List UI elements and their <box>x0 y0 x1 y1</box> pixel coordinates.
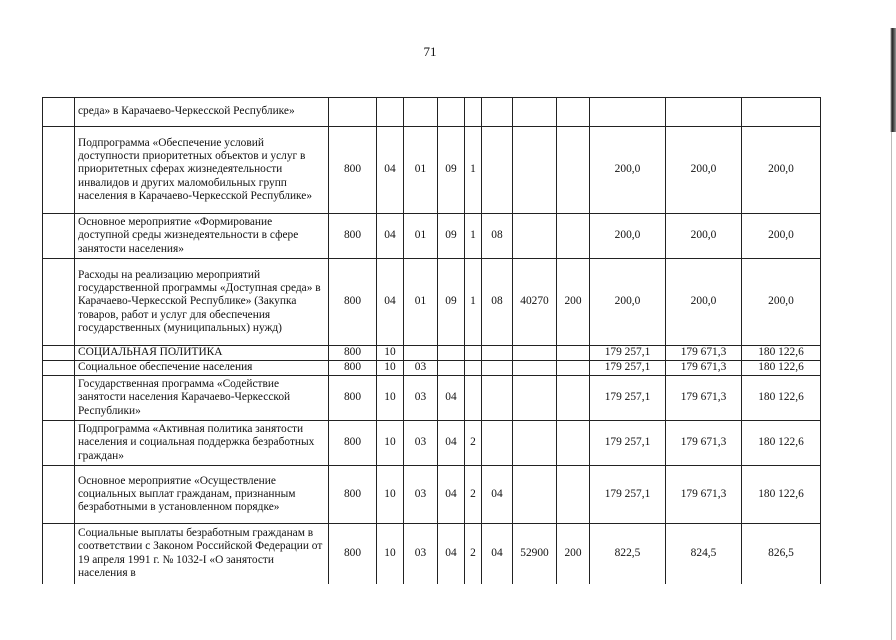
section-code: 10 <box>377 376 404 421</box>
row-number-cell <box>43 346 75 361</box>
direction-code: 52900 <box>513 524 557 584</box>
expense-type-code <box>557 361 590 376</box>
row-name: Государственная программа «Содействие занятости населения Карачаево-Черкесской Республики» <box>75 376 329 421</box>
table-row <box>43 98 821 127</box>
table-row <box>43 259 821 346</box>
expense-type-code <box>557 346 590 361</box>
scan-edge-line <box>891 132 892 640</box>
section-code: 10 <box>377 361 404 376</box>
subsection-code: 03 <box>404 466 438 524</box>
amount-3: 180 122,6 <box>742 346 821 361</box>
subprogram-code: 1 <box>465 127 482 214</box>
section-code: 04 <box>377 259 404 346</box>
direction-code <box>513 361 557 376</box>
section-code: 10 <box>377 466 404 524</box>
subprogram-code: 1 <box>465 259 482 346</box>
subprogram-code <box>465 361 482 376</box>
program-code: 09 <box>438 214 465 259</box>
ministry-code: 800 <box>329 127 377 214</box>
program-code <box>438 346 465 361</box>
amount-3: 200,0 <box>742 259 821 346</box>
direction-code <box>513 376 557 421</box>
subsection-code <box>404 346 438 361</box>
amount-2: 179 671,3 <box>666 346 742 361</box>
event-code: 04 <box>482 524 513 584</box>
amount-2 <box>666 98 742 127</box>
subsection-code: 03 <box>404 524 438 584</box>
event-code: 08 <box>482 214 513 259</box>
event-code <box>482 127 513 214</box>
ministry-code: 800 <box>329 421 377 466</box>
program-code <box>438 98 465 127</box>
table-row <box>43 346 821 361</box>
amount-2: 179 671,3 <box>666 421 742 466</box>
row-name: Расходы на реализацию мероприятий государственной программы «Доступная среда» в Карачаево-Черкесской Республике» (Закупка товаров, работ и услуг для обеспечения государственных (муниципальных) нужд) <box>75 259 329 346</box>
table-row <box>43 376 821 421</box>
section-code: 04 <box>377 127 404 214</box>
amount-1: 179 257,1 <box>590 361 666 376</box>
amount-2: 200,0 <box>666 214 742 259</box>
amount-2: 179 671,3 <box>666 361 742 376</box>
event-code <box>482 361 513 376</box>
ministry-code: 800 <box>329 524 377 584</box>
amount-3: 180 122,6 <box>742 376 821 421</box>
amount-1: 200,0 <box>590 127 666 214</box>
row-name: Социальное обеспечение населения <box>75 361 329 376</box>
ministry-code: 800 <box>329 259 377 346</box>
event-code <box>482 376 513 421</box>
subprogram-code <box>465 376 482 421</box>
section-code: 04 <box>377 214 404 259</box>
subsection-code: 01 <box>404 127 438 214</box>
section-code: 10 <box>377 346 404 361</box>
row-number-cell <box>43 361 75 376</box>
row-number-cell <box>43 98 75 127</box>
subsection-code: 03 <box>404 421 438 466</box>
amount-3 <box>742 98 821 127</box>
expense-type-code: 200 <box>557 259 590 346</box>
row-name: Основное мероприятие «Осуществление социальных выплат гражданам, признанным безработными в установленном порядке» <box>75 466 329 524</box>
event-code: 08 <box>482 259 513 346</box>
expense-type-code <box>557 98 590 127</box>
subsection-code: 01 <box>404 214 438 259</box>
row-number-cell <box>43 524 75 584</box>
row-name: Подпрограмма «Обеспечение условий доступности приоритетных объектов и услуг в приоритетных сферах жизнедеятельности инвалидов и других маломобильных групп населения в Карачаево-Черкесской Республике» <box>75 127 329 214</box>
section-code: 10 <box>377 524 404 584</box>
budget-table <box>42 97 821 584</box>
amount-3: 180 122,6 <box>742 421 821 466</box>
expense-type-code <box>557 466 590 524</box>
event-code <box>482 421 513 466</box>
section-code <box>377 98 404 127</box>
amount-1: 179 257,1 <box>590 466 666 524</box>
expense-type-code <box>557 127 590 214</box>
amount-1: 179 257,1 <box>590 346 666 361</box>
table-row <box>43 421 821 466</box>
row-name: СОЦИАЛЬНАЯ ПОЛИТИКА <box>75 346 329 361</box>
ministry-code <box>329 98 377 127</box>
direction-code <box>513 127 557 214</box>
event-code: 04 <box>482 466 513 524</box>
amount-2: 200,0 <box>666 259 742 346</box>
amount-1: 179 257,1 <box>590 376 666 421</box>
expense-type-code <box>557 214 590 259</box>
amount-3: 200,0 <box>742 127 821 214</box>
row-number-cell <box>43 466 75 524</box>
row-number-cell <box>43 214 75 259</box>
program-code: 04 <box>438 421 465 466</box>
row-name: среда» в Карачаево-Черкесской Республике» <box>75 98 329 127</box>
expense-type-code <box>557 421 590 466</box>
expense-type-code: 200 <box>557 524 590 584</box>
program-code <box>438 361 465 376</box>
table-row <box>43 214 821 259</box>
section-code: 10 <box>377 421 404 466</box>
row-name: Социальные выплаты безработным гражданам в соответствии с Законом Российской Федерации от 19 апреля 1991 г. № 1032-I «О занятости населения в <box>75 524 329 584</box>
amount-2: 179 671,3 <box>666 376 742 421</box>
amount-3: 180 122,6 <box>742 361 821 376</box>
ministry-code: 800 <box>329 346 377 361</box>
subprogram-code: 1 <box>465 214 482 259</box>
row-name: Подпрограмма «Активная политика занятости населения и социальная поддержка безработных граждан» <box>75 421 329 466</box>
program-code: 09 <box>438 259 465 346</box>
table-row <box>43 361 821 376</box>
subsection-code: 01 <box>404 259 438 346</box>
expense-type-code <box>557 376 590 421</box>
event-code <box>482 346 513 361</box>
subsection-code: 03 <box>404 361 438 376</box>
row-number-cell <box>43 376 75 421</box>
amount-1: 179 257,1 <box>590 421 666 466</box>
direction-code: 40270 <box>513 259 557 346</box>
direction-code <box>513 98 557 127</box>
ministry-code: 800 <box>329 376 377 421</box>
program-code: 09 <box>438 127 465 214</box>
subprogram-code <box>465 346 482 361</box>
scan-edge-shadow <box>890 28 896 132</box>
table-row <box>43 466 821 524</box>
direction-code <box>513 421 557 466</box>
subprogram-code <box>465 98 482 127</box>
table-row <box>43 127 821 214</box>
ministry-code: 800 <box>329 361 377 376</box>
subsection-code: 03 <box>404 376 438 421</box>
amount-1: 822,5 <box>590 524 666 584</box>
program-code: 04 <box>438 466 465 524</box>
subprogram-code: 2 <box>465 466 482 524</box>
row-number-cell <box>43 421 75 466</box>
page-number: 71 <box>423 44 437 59</box>
table-row <box>43 524 821 584</box>
subprogram-code: 2 <box>465 524 482 584</box>
amount-1: 200,0 <box>590 259 666 346</box>
subsection-code <box>404 98 438 127</box>
amount-2: 200,0 <box>666 127 742 214</box>
program-code: 04 <box>438 524 465 584</box>
row-number-cell <box>43 259 75 346</box>
event-code <box>482 98 513 127</box>
direction-code <box>513 466 557 524</box>
direction-code <box>513 346 557 361</box>
program-code: 04 <box>438 376 465 421</box>
ministry-code: 800 <box>329 214 377 259</box>
amount-3: 180 122,6 <box>742 466 821 524</box>
amount-1 <box>590 98 666 127</box>
amount-2: 179 671,3 <box>666 466 742 524</box>
amount-3: 826,5 <box>742 524 821 584</box>
row-number-cell <box>43 127 75 214</box>
direction-code <box>513 214 557 259</box>
row-name: Основное мероприятие «Формирование доступной среды жизнедеятельности в сфере занятости населения» <box>75 214 329 259</box>
amount-2: 824,5 <box>666 524 742 584</box>
subprogram-code: 2 <box>465 421 482 466</box>
ministry-code: 800 <box>329 466 377 524</box>
amount-1: 200,0 <box>590 214 666 259</box>
amount-3: 200,0 <box>742 214 821 259</box>
